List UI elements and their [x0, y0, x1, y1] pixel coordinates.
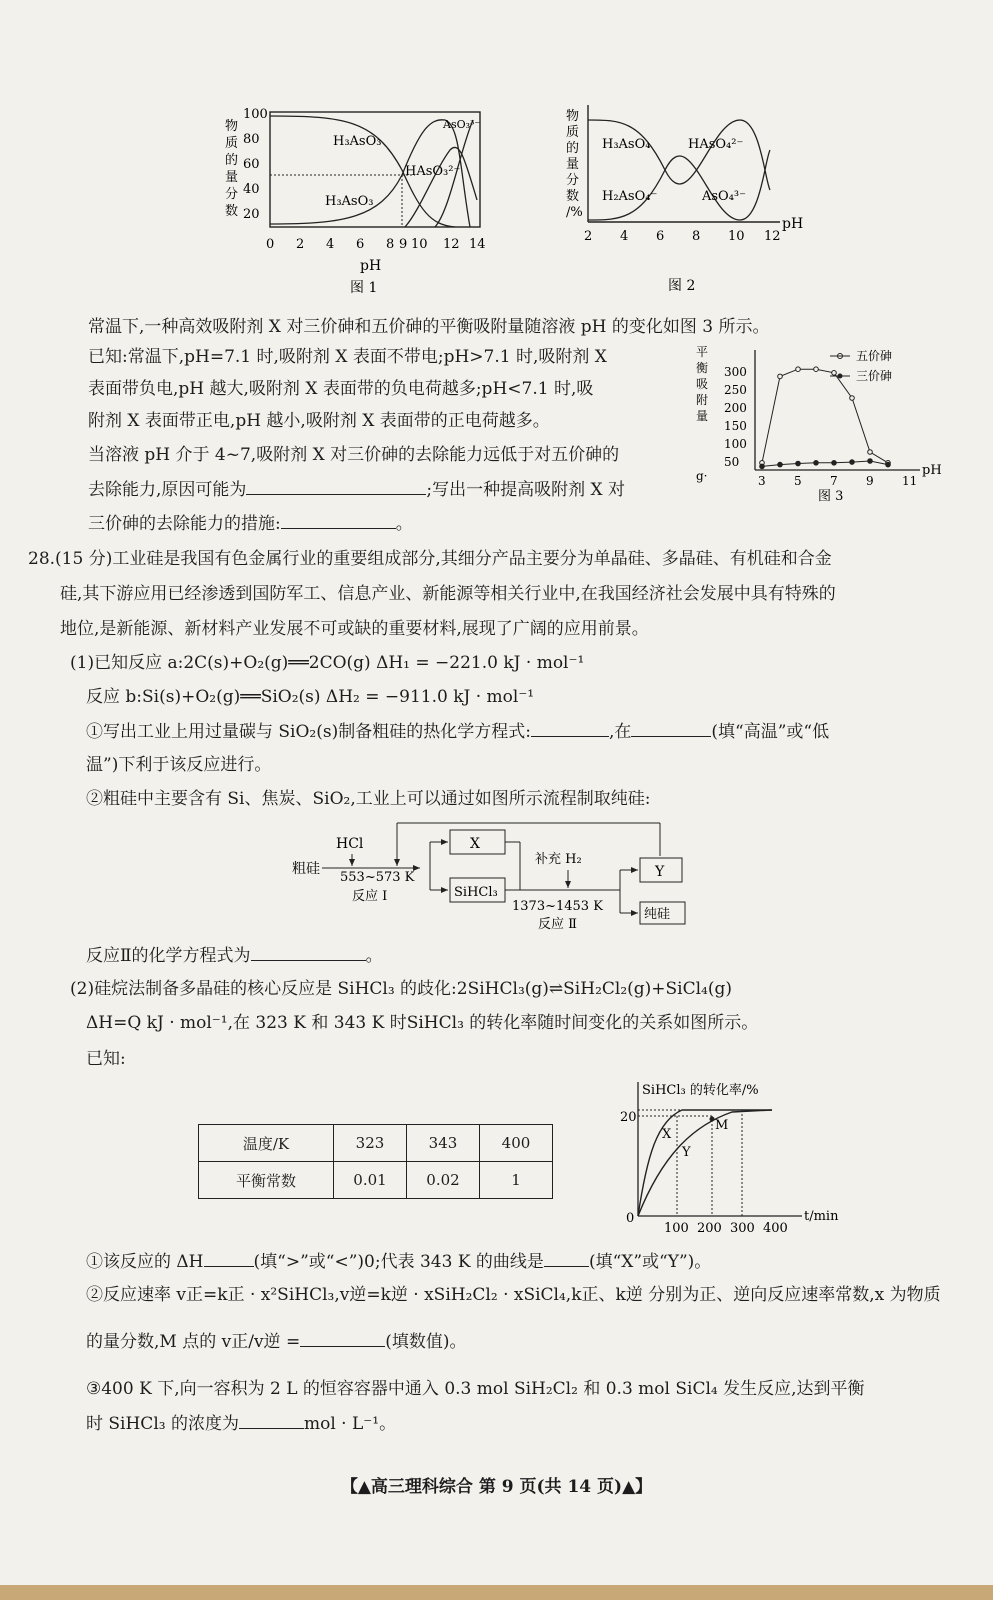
subquestion-2-2-cont: 的量分数,M 点的 v正/v逆 = (填数值)。: [86, 1332, 467, 1352]
answer-blank-reaction-2[interactable]: [251, 944, 366, 961]
question-2-line-2: ΔH=Q kJ · mol⁻¹,在 323 K 和 343 K 时SiHCl₃ 的转化率随时间变化的关系如图所示。: [86, 1013, 759, 1033]
fig2-xtick: 12: [764, 229, 781, 244]
fig3-point: [850, 396, 855, 401]
point-label-m: M: [715, 1118, 729, 1133]
fig2-xtick: 6: [656, 229, 665, 244]
fig1-xtick: 8: [386, 237, 395, 252]
svg-text:的: 的: [566, 141, 580, 156]
fig1-ylabel: 物: [225, 119, 239, 134]
fig1-label-b: H₃AsO₃: [325, 194, 374, 209]
flow-y-box: Y: [655, 864, 665, 880]
fig1-ytick: 80: [243, 132, 260, 147]
question-2-known: 已知:: [86, 1049, 126, 1069]
page-footer: 【▲高三理科综合 第 9 页(共 14 页)▲】: [340, 1477, 653, 1497]
table-row-label: 平衡常数: [199, 1162, 334, 1199]
figure-1-arsenite-distribution: [215, 100, 495, 300]
paragraph-question-1: 当溶液 pH 介于 4~7,吸附剂 X 对三价砷的去除能力远低于对五价砷的: [88, 445, 620, 465]
fig3-ytick: 150: [724, 419, 747, 433]
conv-chart-ytick: 20: [620, 1110, 637, 1125]
fig1-xtick: 4: [326, 237, 335, 252]
subquestion-1-1-cont: 温”)下利于该反应进行。: [86, 755, 272, 775]
svg-text:物: 物: [566, 109, 580, 124]
flow-temp-1: 553~573 K: [340, 870, 415, 885]
flow-add-h2: 补充 H₂: [535, 852, 582, 867]
fig3-xtick: 7: [830, 474, 838, 488]
flow-sihcl3-box: SiHCl₃: [454, 885, 498, 900]
flow-x-box: X: [470, 836, 480, 852]
fig3-xtick: 9: [866, 474, 874, 488]
flow-crude-si: 粗硅: [292, 861, 320, 877]
fig2-xtick: 2: [584, 229, 593, 244]
svg-text:质: 质: [566, 125, 580, 140]
subquestion-2-1: ①该反应的 ΔH (填“>”或“<”)0;代表 343 K 的曲线是 (填“X”或“Y”)。: [86, 1252, 712, 1272]
fig3-point: [796, 367, 801, 372]
conv-xtick: 100: [664, 1221, 689, 1236]
svg-text:吸: 吸: [696, 377, 709, 391]
fig3-legend-1: 三价砷: [856, 369, 893, 383]
fig3-ytick: 100: [724, 437, 747, 451]
conversion-rate-chart: [612, 1076, 862, 1236]
table-header-400: 400: [480, 1125, 553, 1162]
fig3-legend-0: 五价砷: [856, 349, 893, 363]
fig1-ytick: 60: [243, 157, 260, 172]
fig1-xtick: 12: [443, 237, 460, 252]
svg-text:/%: /%: [566, 205, 583, 220]
fig3-ytick: 250: [724, 383, 747, 397]
curve-label-x: X: [662, 1127, 672, 1142]
paragraph-question-3: 三价砷的去除能力的措施: 。: [88, 514, 413, 534]
fig2-xlabel: pH: [782, 216, 804, 232]
fig1-xlabel: pH: [360, 258, 382, 274]
svg-text:分: 分: [566, 173, 580, 188]
subquestion-1-1: ①写出工业上用过量碳与 SiO₂(s)制备粗硅的热化学方程式: ,在 (填“高温”或“低: [86, 722, 830, 742]
fig1-caption: 图 1: [350, 280, 378, 296]
svg-text:的: 的: [225, 153, 239, 168]
paragraph-intro: 常温下,一种高效吸附剂 X 对三价砷和五价砷的平衡吸附量随溶液 pH 的变化如图 3 所示。: [88, 317, 770, 337]
svg-text:附: 附: [696, 393, 709, 407]
question-2-line-1: (2)硅烷法制备多晶硅的核心反应是 SiHCl₃ 的歧化:2SiHCl₃(g)⇌SiH₂Cl₂(g)+SiCl₄(g): [70, 979, 733, 999]
fig1-label-c: HAsO₃²⁻: [405, 164, 461, 179]
svg-text:量: 量: [225, 170, 239, 185]
conv-xtick: 300: [730, 1221, 755, 1236]
table-cell-k400: 1: [480, 1162, 553, 1199]
fig1-xtick: 0: [266, 237, 275, 252]
svg-text:g·: g·: [696, 469, 708, 483]
figure-3-adsorption-chart: [690, 340, 960, 510]
fig2-xtick: 10: [728, 229, 745, 244]
paragraph-known-2: 表面带负电,pH 越大,吸附剂 X 表面带的负电荷越多;pH<7.1 时,吸: [88, 379, 594, 399]
paragraph-known-3: 附剂 X 表面带正电,pH 越小,吸附剂 X 表面带的正电荷越多。: [88, 411, 550, 431]
answer-blank-temperature[interactable]: [631, 720, 711, 737]
paragraph-known-1: 已知:常温下,pH=7.1 时,吸附剂 X 表面不带电;pH>7.1 时,吸附剂 X: [88, 347, 607, 367]
subquestion-1-2: ②粗硅中主要含有 Si、焦炭、SiO₂,工业上可以通过如图所示流程制取纯硅:: [86, 789, 651, 809]
fig3-point: [850, 460, 855, 465]
answer-blank-curve[interactable]: [544, 1250, 589, 1267]
fig2-xtick: 4: [620, 229, 629, 244]
scan-edge: [0, 1585, 993, 1600]
conv-chart-origin: 0: [626, 1211, 635, 1226]
fig1-xtick: 10: [411, 237, 428, 252]
conv-chart-ylabel: SiHCl₃ 的转化率/%: [642, 1083, 759, 1098]
fig2-caption: 图 2: [668, 278, 696, 294]
fig3-ytick: 300: [724, 365, 747, 379]
flow-reaction-1: 反应 Ⅰ: [352, 889, 388, 904]
fig3-xlabel: pH: [922, 463, 942, 478]
table-header-343: 343: [407, 1125, 480, 1162]
table-cell-k343: 0.02: [407, 1162, 480, 1199]
fig3-point: [832, 371, 837, 376]
fig3-caption: 图 3: [818, 489, 844, 504]
fig2-label-d: AsO₄³⁻: [702, 189, 747, 204]
table-header-temp: 温度/K: [199, 1125, 334, 1162]
fig3-ytick: 200: [724, 401, 747, 415]
question-28-line-3: 地位,是新能源、新材料产业发展不可或缺的重要材料,展现了广阔的应用前景。: [60, 619, 649, 639]
svg-text:数: 数: [566, 189, 580, 204]
answer-blank-dh-sign[interactable]: [204, 1250, 254, 1267]
table-header-323: 323: [334, 1125, 407, 1162]
svg-text:质: 质: [225, 136, 239, 151]
answer-blank-reason[interactable]: [246, 478, 426, 495]
conv-xtick: 200: [697, 1221, 722, 1236]
equilibrium-constant-table: [198, 1124, 553, 1199]
conv-chart-xlabel: t/min: [804, 1209, 839, 1224]
fig1-xtick: 9: [399, 237, 408, 252]
fig1-xtick: 2: [296, 237, 305, 252]
fig3-point: [778, 462, 783, 467]
flow-pure-si-box: 纯硅: [644, 907, 671, 922]
fig3-ytick: 50: [724, 455, 740, 469]
fig3-series-line-0: [762, 369, 888, 463]
fig1-ytick: 100: [243, 107, 268, 122]
fig3-xtick: 5: [794, 474, 802, 488]
svg-text:量: 量: [696, 409, 709, 423]
answer-blank-measure[interactable]: [281, 512, 396, 529]
fig2-label-b: HAsO₄²⁻: [688, 137, 744, 152]
fig2-label-a: H₃AsO₄: [602, 137, 651, 152]
fig1-ytick: 20: [243, 207, 260, 222]
curve-label-y: Y: [682, 1145, 691, 1160]
conv-xtick: 400: [763, 1221, 788, 1236]
reaction-a: (1)已知反应 a:2C(s)+O₂(g)══2CO(g) ΔH₁ = −221.0 kJ · mol⁻¹: [70, 653, 585, 673]
fig3-point: [778, 374, 783, 379]
svg-text:分: 分: [225, 187, 239, 202]
answer-blank-concentration[interactable]: [239, 1412, 304, 1429]
fig3-point: [796, 461, 801, 466]
fig3-point: [886, 462, 891, 467]
point-m: [710, 1117, 715, 1122]
paragraph-question-2: 去除能力,原因可能为 ;写出一种提高吸附剂 X 对: [88, 480, 626, 500]
fig1-label-d: AsO₃³⁻: [443, 118, 481, 131]
fig3-point: [760, 464, 765, 469]
flow-temp-2: 1373~1453 K: [512, 899, 603, 914]
reaction-b: 反应 b:Si(s)+O₂(g)══SiO₂(s) ΔH₂ = −911.0 kJ · mol⁻¹: [86, 687, 535, 707]
question-28-line-2: 硅,其下游应用已经渗透到国防军工、信息产业、新能源等相关行业中,在我国经济社会发展中具有特殊的: [60, 584, 836, 604]
fig1-xtick: 14: [469, 237, 486, 252]
answer-blank-equation[interactable]: [531, 720, 609, 737]
flow-reaction-2: 反应 Ⅱ: [538, 917, 577, 932]
subquestion-2-3-cont: 时 SiHCl₃ 的浓度为 mol · L⁻¹。: [86, 1414, 397, 1434]
svg-text:衡: 衡: [696, 361, 709, 375]
fig2-label-c: H₂AsO₄⁻: [602, 189, 658, 204]
flow-hcl: HCl: [336, 836, 364, 852]
fig3-point: [868, 450, 873, 455]
table-cell-k323: 0.01: [334, 1162, 407, 1199]
svg-text:数: 数: [225, 204, 239, 219]
answer-blank-rate-ratio[interactable]: [300, 1330, 385, 1347]
svg-text:量: 量: [566, 157, 580, 172]
question-28-line-1: 28.(15 分)工业硅是我国有色金属行业的重要组成部分,其细分产品主要分为单晶硅、多晶硅、有机硅和合金: [28, 549, 832, 569]
fig1-xtick: 6: [356, 237, 365, 252]
figure-2-arsenate-distribution: [560, 100, 820, 295]
fig3-xtick: 11: [902, 474, 918, 488]
fig2-xtick: 8: [692, 229, 701, 244]
fig3-point: [814, 461, 819, 466]
fig1-ytick: 40: [243, 182, 260, 197]
subquestion-1-3: 反应Ⅱ的化学方程式为 。: [86, 946, 383, 966]
svg-text:平: 平: [696, 345, 709, 359]
fig3-point: [832, 461, 837, 466]
fig3-point: [868, 459, 873, 464]
subquestion-2-2: ②反应速率 v正=k正 · x²SiHCl₃,v逆=k逆 · xSiH₂Cl₂ · xSiCl₄,k正、k逆 分别为正、逆向反应速率常数,x 为物质: [86, 1285, 941, 1305]
subquestion-2-3: ③400 K 下,向一容积为 2 L 的恒容容器中通入 0.3 mol SiH₂Cl₂ 和 0.3 mol SiCl₄ 发生反应,达到平衡: [86, 1379, 865, 1399]
fig3-point: [814, 367, 819, 372]
fig1-label-a: H₃AsO₃: [333, 134, 382, 149]
fig3-xtick: 3: [758, 474, 766, 488]
purification-flow-diagram: [280, 818, 700, 938]
